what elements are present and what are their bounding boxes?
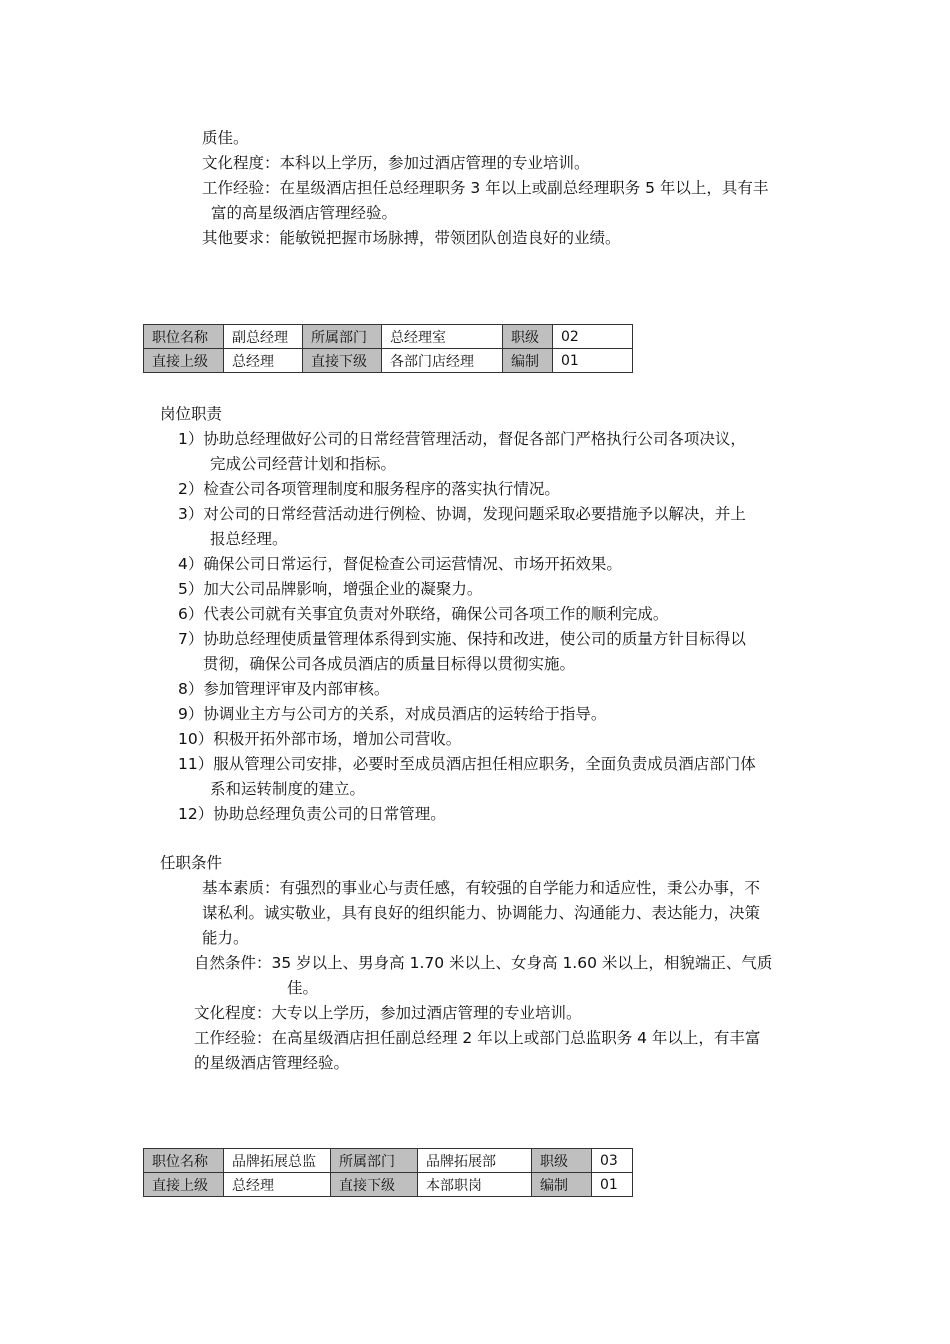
list-item: 4）确保公司日常运行，督促检查公司运营情况、市场开拓效果。 xyxy=(178,555,622,573)
table-cell: 直接上级 xyxy=(144,349,224,373)
table-cell: 总经理 xyxy=(224,1173,331,1197)
table-cell: 职位名称 xyxy=(144,325,224,349)
text-line: 其他要求：能敏锐把握市场脉搏，带领团队创造良好的业绩。 xyxy=(202,229,621,247)
list-item: 2）检查公司各项管理制度和服务程序的落实执行情况。 xyxy=(178,480,560,498)
list-item: 1）协助总经理做好公司的日常经营管理活动，督促各部门严格执行公司各项决议， xyxy=(178,430,746,448)
table-row xyxy=(144,1149,633,1173)
text-line: 自然条件：35 岁以上、男身高 1.70 米以上、女身高 1.60 米以上，相貌端正、气质 xyxy=(194,954,773,972)
list-item: 11）服从管理公司安排，必要时至成员酒店担任相应职务，全面负责成员酒店部门体 xyxy=(178,755,756,773)
table-cell: 编制 xyxy=(503,349,553,373)
section-heading: 岗位职责 xyxy=(160,405,223,423)
table-cell: 品牌拓展总监 xyxy=(224,1149,331,1173)
list-item: 6）代表公司就有关事宜负责对外联络，确保公司各项工作的顺利完成。 xyxy=(178,605,669,623)
text-line: 的星级酒店管理经验。 xyxy=(194,1054,350,1072)
table-cell: 编制 xyxy=(532,1173,592,1197)
text-line: 基本素质：有强烈的事业心与责任感，有较强的自学能力和适应性，秉公办事，不 xyxy=(202,879,761,897)
list-item: 7）协助总经理使质量管理体系得到实施、保持和改进，使公司的质量方针目标得以 xyxy=(178,630,746,648)
table-cell: 职级 xyxy=(503,325,553,349)
table-row xyxy=(144,325,633,349)
table-row xyxy=(144,349,633,373)
text-line: 质佳。 xyxy=(202,129,249,147)
text-line: 佳。 xyxy=(287,979,319,997)
table-cell: 03 xyxy=(592,1149,633,1173)
list-item: 完成公司经营计划和指标。 xyxy=(210,455,397,473)
table-cell: 02 xyxy=(553,325,633,349)
table-cell: 总经理室 xyxy=(382,325,503,349)
list-item: 10）积极开拓外部市场，增加公司营收。 xyxy=(178,730,462,748)
table-cell: 品牌拓展部 xyxy=(418,1149,532,1173)
text-line: 工作经验：在星级酒店担任总经理职务 3 年以上或副总经理职务 5 年以上，具有丰 xyxy=(202,179,769,197)
table-row xyxy=(144,1173,633,1197)
job-info-table xyxy=(143,324,633,373)
list-item: 12）协助总经理负责公司的日常管理。 xyxy=(178,805,446,823)
text-line: 能力。 xyxy=(202,929,249,947)
table-cell: 直接上级 xyxy=(144,1173,224,1197)
table-cell: 所属部门 xyxy=(331,1149,418,1173)
section-heading: 任职条件 xyxy=(160,854,223,872)
table-cell: 各部门店经理 xyxy=(382,349,503,373)
text-line: 富的高星级酒店管理经验。 xyxy=(211,204,398,222)
table-cell: 01 xyxy=(592,1173,633,1197)
list-item: 5）加大公司品牌影响，增强企业的凝聚力。 xyxy=(178,580,483,598)
table-cell: 职位名称 xyxy=(144,1149,224,1173)
list-item: 8）参加管理评审及内部审核。 xyxy=(178,680,390,698)
job-info-table xyxy=(143,1148,633,1197)
table-cell: 所属部门 xyxy=(303,325,382,349)
text-line: 文化程度：大专以上学历，参加过酒店管理的专业培训。 xyxy=(194,1004,582,1022)
table-cell: 副总经理 xyxy=(224,325,303,349)
table-cell: 直接下级 xyxy=(303,349,382,373)
table-cell: 总经理 xyxy=(224,349,303,373)
table-cell: 直接下级 xyxy=(331,1173,418,1197)
list-item: 贯彻，确保公司各成员酒店的质量目标得以贯彻实施。 xyxy=(203,655,576,673)
list-item: 3）对公司的日常经营活动进行例检、协调，发现问题采取必要措施予以解决，并上 xyxy=(178,505,746,523)
list-item: 系和运转制度的建立。 xyxy=(210,780,366,798)
table-cell: 01 xyxy=(553,349,633,373)
list-item: 报总经理。 xyxy=(210,530,288,548)
table-cell: 职级 xyxy=(532,1149,592,1173)
text-line: 文化程度：本科以上学历，参加过酒店管理的专业培训。 xyxy=(202,154,590,172)
text-line: 工作经验：在高星级酒店担任副总经理 2 年以上或部门总监职务 4 年以上，有丰富 xyxy=(194,1029,761,1047)
list-item: 9）协调业主方与公司方的关系，对成员酒店的运转给于指导。 xyxy=(178,705,607,723)
text-line: 谋私利。诚实敬业，具有良好的组织能力、协调能力、沟通能力、表达能力，决策 xyxy=(202,904,761,922)
table-cell: 本部职岗 xyxy=(418,1173,532,1197)
